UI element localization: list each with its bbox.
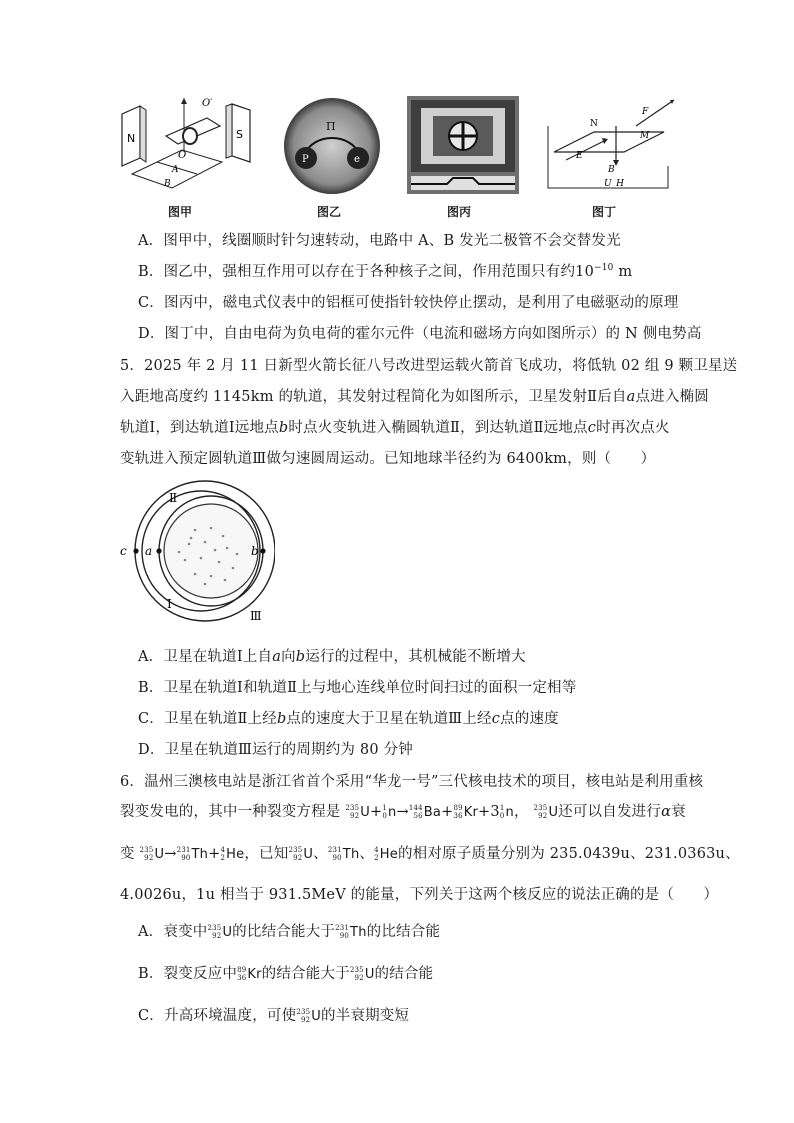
q4-option-c: C．图丙中，磁电式仪表中的铝框可使指针较快停止摆动，是利用了电磁驱动的原理	[138, 295, 679, 311]
q4-option-a: A．图甲中，线圈顺时针匀速转动，电路中 A、B 发光二极管不会交替发光	[138, 233, 621, 249]
nuclide-he: 4 2 He	[220, 846, 245, 862]
orbit-i-label: Ⅰ	[167, 597, 172, 611]
nuclide-kr: 89 36 Kr	[237, 966, 262, 982]
nuclide-he: 4 2 He	[374, 846, 398, 862]
nuclide-n: 1 0 n	[382, 804, 397, 820]
nuclide-u235: 235 92 U	[349, 966, 375, 982]
hall-m-label: M	[640, 131, 650, 141]
caption-jia: 图甲	[168, 205, 193, 219]
q4-option-d: D．图丁中，自由电荷为负电荷的霍尔元件（电流和磁场方向如图所示）的 N 侧电势高	[138, 326, 702, 342]
hall-n-label: N	[590, 119, 598, 129]
point-c-label: c	[120, 544, 127, 558]
hall-e-label: E	[576, 151, 583, 161]
q5-stem-line3: 轨道Ⅰ，到达轨道Ⅰ远地点b时点火变轨进入椭圆轨道Ⅱ，到达轨道Ⅱ远地点c时再次点火	[120, 420, 670, 436]
nuclide-th: 231 90 Th	[327, 846, 360, 862]
q4-option-b: B．图乙中，强相互作用可以存在于各种核子之间，作用范围只有约$10^{-10}$ m	[138, 263, 633, 280]
particle-e-label: e	[354, 154, 360, 165]
axis-o-label: O	[178, 150, 187, 161]
magnet-s-label: S	[236, 128, 243, 141]
q5-stem-line1: 5．2025 年 2 月 11 日新型火箭长征八号改进型运载火箭首飞成功，将低轨 02 组 9 颗卫星送	[120, 358, 738, 374]
nuclide-u235: 235 92 U	[296, 1008, 321, 1024]
point-b-label: b	[251, 544, 259, 558]
hall-b-label: B	[608, 165, 615, 175]
figure-ding	[546, 96, 676, 194]
magnet-n-label: N	[127, 132, 136, 145]
q5-stem-line4: 变轨进入预定圆轨道Ⅲ做匀速圆周运动。已知地球半径约为 6400km，则（ ）	[120, 451, 656, 467]
q5-option-b: B．卫星在轨道Ⅰ和轨道Ⅱ上与地心连线单位时间扫过的面积一定相等	[138, 680, 577, 696]
orbit-iii-label: Ⅲ	[250, 609, 262, 623]
led-b-label: B	[164, 179, 171, 189]
q5-option-a: A．卫星在轨道Ⅰ上自a向b运行的过程中，其机械能不断增大	[138, 649, 526, 665]
nuclide-th: 231 90 Th	[335, 924, 367, 940]
hall-uh-label: U_H	[604, 179, 624, 189]
figure-jia	[112, 96, 262, 196]
figure-bing	[407, 96, 519, 194]
led-a-label: A	[172, 165, 179, 175]
q6-option-c: C．升高环境温度，可使 235 92 U 的半衰期变短	[138, 1008, 410, 1024]
q6-stem-line1: 6．温州三澳核电站是浙江省首个采用“华龙一号”三代核电技术的项目，核电站是利用重核	[120, 774, 704, 790]
figure-yi	[282, 96, 382, 196]
q5-stem-line2: 入距地高度约 1145km 的轨道，其发射过程简化为如图所示，卫星发射Ⅱ后自a点进入椭圆	[120, 389, 709, 405]
nuclide-u235: 235 92 U	[288, 846, 314, 862]
q6-stem-line4: 4.0026u，1u 相当于 931.5MeV 的能量，下列关于这两个核反应的说法正确的是（ ）	[120, 887, 719, 903]
q6-stem-line3: 变 235 92 U → 231 90 Th + 4 2 He ，已知 235 92 U 、 231 90 Th 、 4 2 He 的相对原子质量分别为 235.0439u、231.0363u、	[120, 846, 740, 862]
caption-yi: 图乙	[317, 205, 342, 219]
nuclide-u235: 235 92 U	[139, 846, 165, 862]
q5-option-d: D．卫星在轨道Ⅲ运行的周期约为 80 分钟	[138, 742, 413, 758]
orbit-ii-label: Ⅱ	[169, 491, 178, 505]
nuclide-kr: 89 36 Kr	[453, 804, 479, 820]
pion-label: Π	[326, 120, 336, 133]
point-a-label: a	[145, 544, 153, 558]
q6-option-a: A．衰变中 235 92 U 的比结合能大于 231 90 Th 的比结合能	[138, 924, 441, 940]
particle-p-label: P	[302, 154, 309, 165]
nuclide-u235: 235 92 U	[345, 804, 370, 820]
hall-f-label: F	[642, 107, 649, 117]
q6-option-b: B．裂变反应中 89 36 Kr 的结合能大于 235 92 U 的结合能	[138, 966, 434, 982]
nuclide-th: 231 90 Th	[176, 846, 209, 862]
q5-option-c: C．卫星在轨道Ⅱ上经b点的速度大于卫星在轨道Ⅲ上经c点的速度	[138, 711, 559, 727]
figure-orbits	[115, 480, 275, 630]
axis-o1-label: O′	[202, 98, 213, 109]
q6-stem-line2: 裂变发电的，其中一种裂变方程是 235 92 U + 1 0 n → 144 56 Ba + 89 36 Kr +3 1 0 n ， 235 92 U 还可以自发进行α衰	[120, 804, 686, 820]
nuclide-u235: 235 92 U	[207, 924, 233, 940]
nuclide-n: 1 0 n	[499, 804, 514, 820]
caption-bing: 图丙	[447, 205, 472, 219]
nuclide-u235: 235 92 U	[533, 804, 559, 820]
nuclide-ba: 144 56 Ba	[408, 804, 442, 820]
caption-ding: 图丁	[592, 205, 617, 219]
